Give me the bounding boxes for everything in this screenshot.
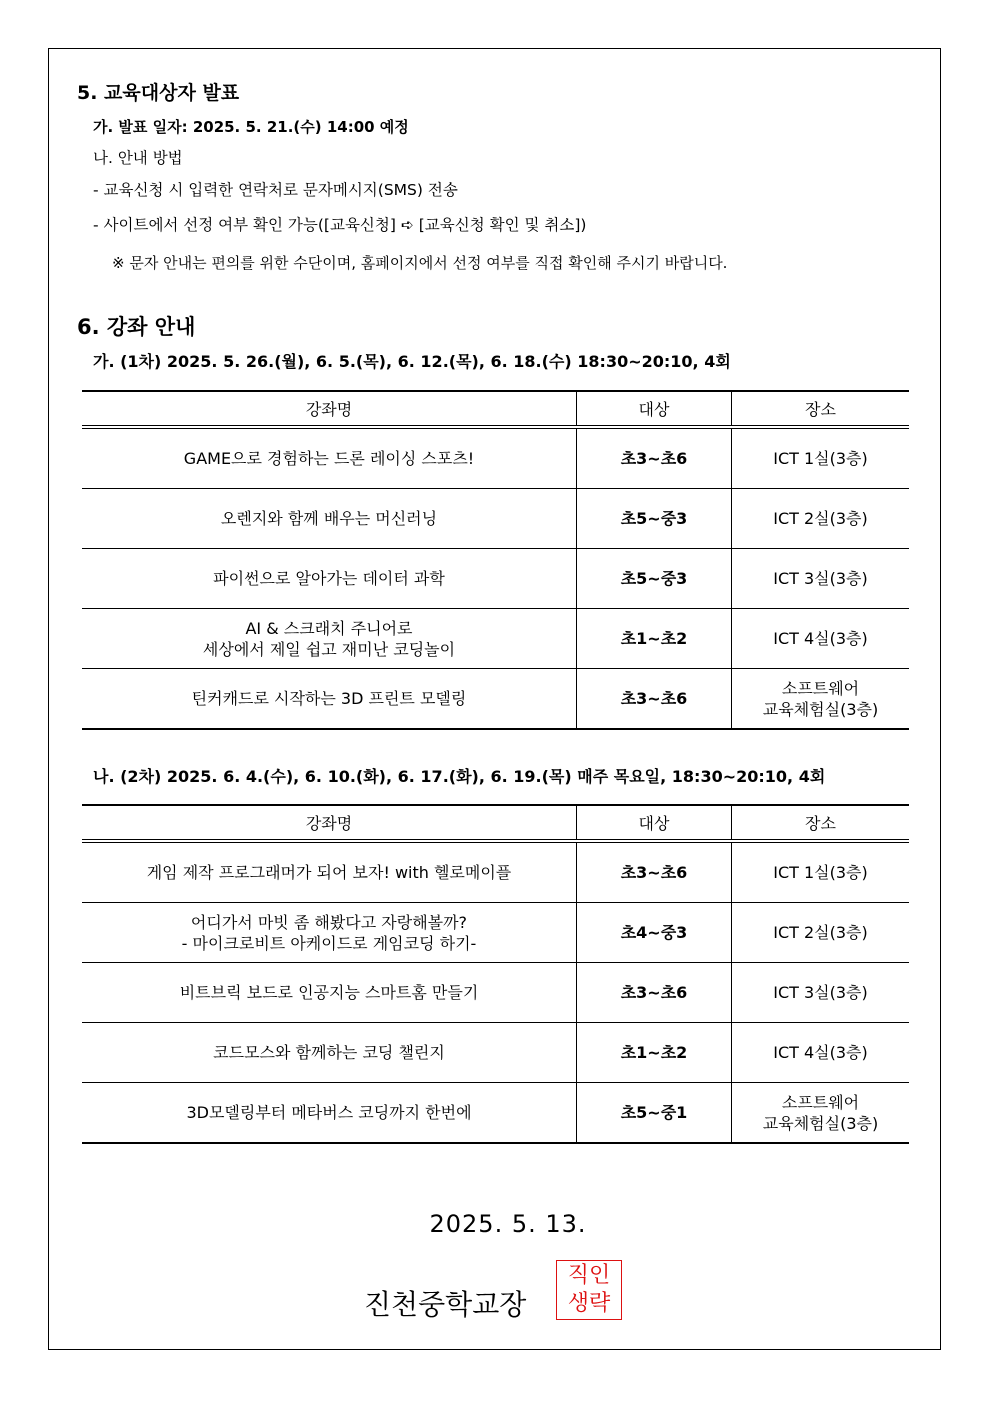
place-cell-line: 소프트웨어 <box>781 678 860 698</box>
course-name-cell <box>82 1023 577 1083</box>
target-cell: 초5~중3 <box>577 489 732 549</box>
course-name-cell <box>82 669 577 730</box>
target-cell: 초4~중3 <box>577 903 732 963</box>
target-cell: 초3~초6 <box>577 963 732 1023</box>
session1-course-table <box>82 390 909 730</box>
place-cell <box>732 841 910 903</box>
place-cell-line: ICT 2실(3층) <box>773 509 868 528</box>
place-cell-line: ICT 3실(3층) <box>773 569 868 588</box>
place-cell-line: ICT 1실(3층) <box>773 863 868 882</box>
place-cell-line: ICT 1실(3층) <box>773 449 868 468</box>
place-cell <box>732 669 910 730</box>
place-cell <box>732 903 910 963</box>
course-name-cell <box>82 1083 577 1144</box>
header-target: 대상 <box>577 391 732 427</box>
place-cell-line: ICT 4실(3층) <box>773 629 868 648</box>
target-cell: 초3~초6 <box>577 841 732 903</box>
table-row <box>82 669 909 730</box>
table-row <box>82 1083 909 1144</box>
table-header-row <box>82 805 909 841</box>
section5-title: 5. 교육대상자 발표 <box>77 82 240 104</box>
table-row <box>82 841 909 903</box>
seal-line-2: 생략 <box>567 1291 611 1316</box>
place-cell <box>732 427 910 489</box>
seal-line-1: 직인 <box>567 1263 611 1288</box>
course-name-cell-line: 세상에서 제일 쉽고 재미난 코딩놀이 <box>202 639 456 659</box>
table-header-row <box>82 391 909 427</box>
course-name-cell-line: - 마이크로비트 아케이드로 게임코딩 하기- <box>181 933 477 953</box>
session2-label: 나. (2차) 2025. 6. 4.(수), 6. 10.(화), 6. 17.(화), 6. 19.(목) 매주 목요일, 18:30~20:10, 4회 <box>93 767 826 786</box>
place-cell-line: 소프트웨어 <box>781 1092 860 1112</box>
section6-title: 6. 강좌 안내 <box>77 315 196 339</box>
course-name-cell <box>82 963 577 1023</box>
place-cell <box>732 609 910 669</box>
header-target: 대상 <box>577 805 732 841</box>
table-row <box>82 903 909 963</box>
target-cell: 초1~초2 <box>577 609 732 669</box>
notice-text: ※ 문자 안내는 편의를 위한 수단이며, 홈페이지에서 선정 여부를 직접 확인해 주시기 바랍니다. <box>112 254 728 272</box>
target-cell: 초5~중3 <box>577 549 732 609</box>
place-cell-line: ICT 2실(3층) <box>773 923 868 942</box>
course-name-cell-line: 어디가서 마빗 좀 해봤다고 자랑해볼까? <box>190 912 468 932</box>
table-row <box>82 609 909 669</box>
place-cell <box>732 1023 910 1083</box>
target-cell: 초5~중1 <box>577 1083 732 1144</box>
course-name-cell-line: 게임 제작 프로그래머가 되어 보자! with 헬로메이플 <box>146 863 512 882</box>
place-cell-line: 교육체험실(3층) <box>762 699 879 719</box>
place-cell <box>732 1083 910 1144</box>
course-name-cell-line: 3D모델링부터 메타버스 코딩까지 한번에 <box>186 1103 472 1122</box>
method-label: 나. 안내 방법 <box>93 149 183 167</box>
place-cell <box>732 549 910 609</box>
place-cell-line: ICT 4실(3층) <box>773 1043 868 1062</box>
table-row <box>82 549 909 609</box>
school-principal: 진천중학교장 <box>364 1288 527 1321</box>
table-row <box>82 963 909 1023</box>
place-cell <box>732 489 910 549</box>
course-name-cell-line: 비트브릭 보드로 인공지능 스마트홈 만들기 <box>179 983 479 1002</box>
course-name-cell-line: 틴커캐드로 시작하는 3D 프린트 모델링 <box>191 689 467 708</box>
place-cell <box>732 963 910 1023</box>
target-cell: 초1~초2 <box>577 1023 732 1083</box>
session2-course-table <box>82 804 909 1144</box>
course-name-cell-line: AI & 스크래치 주니어로 <box>245 618 413 638</box>
course-name-cell-line: 코드모스와 함께하는 코딩 챌린지 <box>213 1043 445 1062</box>
course-name-cell-line: 파이썬으로 알아가는 데이터 과학 <box>213 569 445 588</box>
course-name-cell <box>82 903 577 963</box>
course-name-cell <box>82 427 577 489</box>
place-cell-line: ICT 3실(3층) <box>773 983 868 1002</box>
session1-label: 가. (1차) 2025. 5. 26.(월), 6. 5.(목), 6. 12.(목), 6. 18.(수) 18:30~20:10, 4회 <box>93 352 731 371</box>
course-name-cell-line: 오렌지와 함께 배우는 머신러닝 <box>220 509 438 528</box>
place-cell-line: 교육체험실(3층) <box>762 1113 879 1133</box>
table-row <box>82 489 909 549</box>
target-cell: 초3~초6 <box>577 427 732 489</box>
issue-date: 2025. 5. 13. <box>429 1210 587 1238</box>
official-seal-omitted <box>556 1260 622 1320</box>
course-name-cell <box>82 609 577 669</box>
header-place: 장소 <box>732 391 910 427</box>
table-row <box>82 1023 909 1083</box>
method-bullet-site: - 사이트에서 선정 여부 확인 가능([교육신청] ➪ [교육신청 확인 및 취소]) <box>93 216 587 234</box>
course-name-cell <box>82 489 577 549</box>
target-cell: 초3~초6 <box>577 669 732 730</box>
header-place: 장소 <box>732 805 910 841</box>
header-course-name: 강좌명 <box>82 391 577 427</box>
table-row <box>82 427 909 489</box>
course-name-cell <box>82 549 577 609</box>
course-name-cell-line: GAME으로 경험하는 드론 레이싱 스포츠! <box>183 449 475 468</box>
method-bullet-sms: - 교육신청 시 입력한 연락처로 문자메시지(SMS) 전송 <box>93 181 458 199</box>
course-name-cell <box>82 841 577 903</box>
header-course-name: 강좌명 <box>82 805 577 841</box>
announce-date: 가. 발표 일자: 2025. 5. 21.(수) 14:00 예정 <box>93 118 409 136</box>
